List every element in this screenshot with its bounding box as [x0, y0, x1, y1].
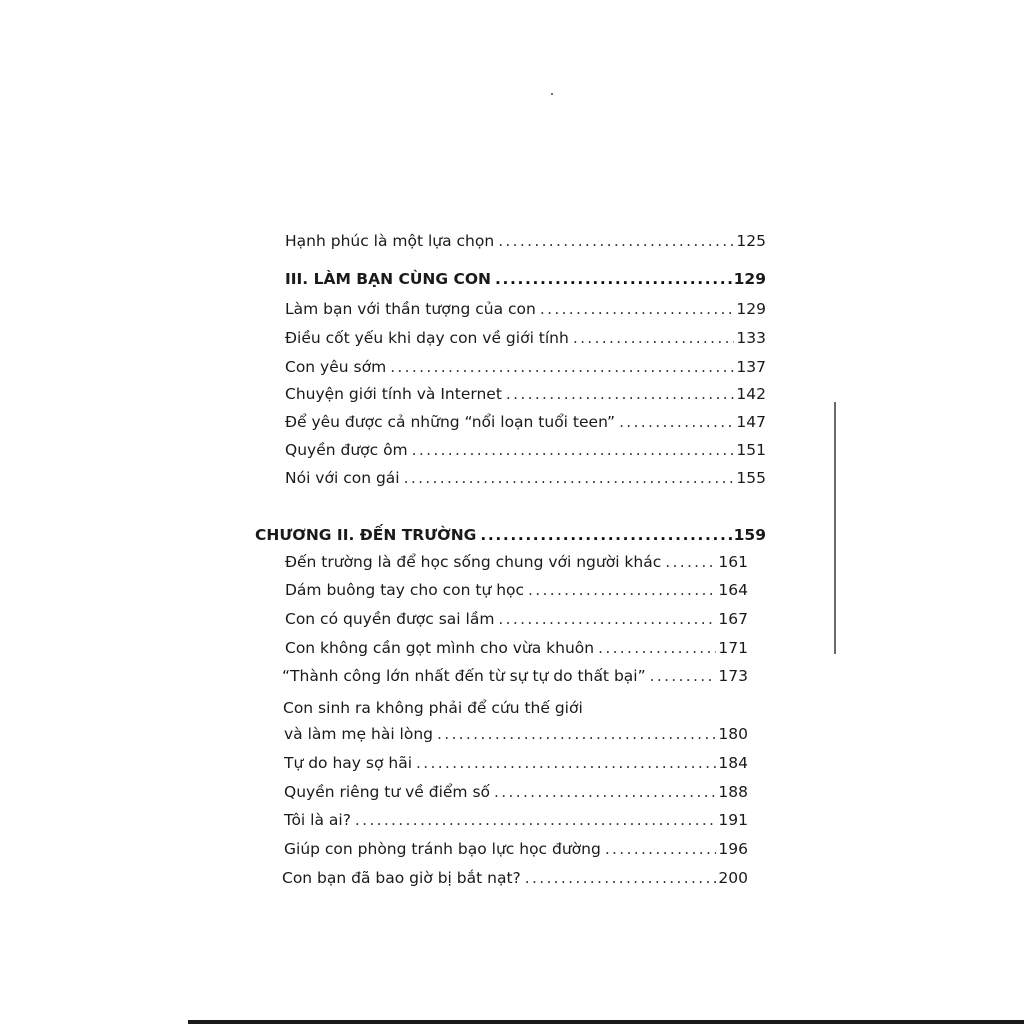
toc-entry-page: 180	[718, 725, 748, 743]
toc-entry	[284, 808, 748, 832]
toc-entry-title: III. LÀM BẠN CÙNG CON	[285, 270, 492, 288]
toc-entry	[285, 607, 748, 631]
toc-entry-title: Con yêu sớm	[285, 358, 387, 376]
toc-entry-title: Nói với con gái	[285, 469, 400, 487]
toc-entry-page: 159	[733, 526, 766, 544]
toc-entry-page: 171	[718, 639, 748, 657]
toc-entry	[285, 355, 766, 379]
toc-entry	[285, 326, 766, 350]
toc-entry-page: 184	[718, 754, 748, 772]
toc-entry-page: 164	[718, 581, 748, 599]
dot-leader	[495, 267, 732, 291]
toc-entry-page: 147	[736, 413, 766, 431]
toc-entry-title: Hạnh phúc là một lựa chọn	[285, 232, 495, 250]
toc-entry-page: 155	[736, 469, 766, 487]
dot-leader	[480, 523, 731, 547]
toc-entry	[285, 229, 766, 253]
toc-entry-page: 200	[718, 869, 748, 887]
toc-entry-page: 191	[718, 811, 748, 829]
dot-leader	[605, 837, 717, 861]
dot-leader	[650, 664, 717, 688]
toc-entry	[284, 722, 748, 746]
toc-entry	[285, 438, 766, 462]
toc-entry-page: 188	[718, 783, 748, 801]
toc-entry-title: Điều cốt yếu khi dạy con về giới tính	[285, 329, 569, 347]
toc-entry-page: 137	[736, 358, 766, 376]
toc-entry	[282, 866, 748, 890]
toc-entry	[284, 780, 748, 804]
toc-entry	[285, 636, 748, 660]
toc-entry	[285, 382, 766, 406]
dot-leader	[498, 229, 734, 253]
toc-entry-page: 173	[718, 667, 748, 685]
toc-entry-title: Đến trường là để học sống chung với người khác	[285, 553, 662, 571]
toc-entry-title: Con có quyền được sai lầm	[285, 610, 495, 628]
dot-leader	[416, 751, 716, 775]
toc-section-heading	[285, 267, 766, 291]
toc-entry-page: 129	[733, 270, 766, 288]
toc-entry	[285, 410, 766, 434]
dot-leader	[494, 780, 716, 804]
toc-entry-title: Để yêu được cả những “nổi loạn tuổi teen”	[285, 413, 616, 431]
toc-entry	[284, 837, 748, 861]
dot-leader	[573, 326, 735, 350]
toc-entry-page: 161	[718, 553, 748, 571]
toc-entry-title: Tự do hay sợ hãi	[284, 754, 413, 772]
toc-entry-title: “Thành công lớn nhất đến từ sự tự do thất bại”	[282, 667, 646, 685]
dot-leader	[598, 636, 716, 660]
toc-entry-title: Làm bạn với thần tượng của con	[285, 300, 536, 318]
toc-entry-page: 142	[736, 385, 766, 403]
dot-leader	[412, 438, 735, 462]
dot-leader	[540, 297, 735, 321]
toc-entry-title: CHƯƠNG II. ĐẾN TRƯỜNG	[255, 526, 477, 544]
dot-leader	[506, 382, 735, 406]
toc-entry-title: Con bạn đã bao giờ bị bắt nạt?	[282, 869, 521, 887]
toc-entry	[285, 578, 748, 602]
toc-entry-title: Chuyện giới tính và Internet	[285, 385, 502, 403]
toc-chapter-heading	[255, 523, 766, 547]
toc-entry	[282, 664, 748, 688]
toc-entry-title: Con sinh ra không phải để cứu thế giới	[283, 699, 583, 717]
toc-entry-title: Con không cần gọt mình cho vừa khuôn	[285, 639, 595, 657]
toc-entry-title: Dám buông tay cho con tự học	[285, 581, 525, 599]
toc-entry-page: 167	[718, 610, 748, 628]
toc-entry-continued	[283, 696, 749, 720]
toc-entry-title: và làm mẹ hài lòng	[284, 725, 433, 743]
toc-entry-title: Tôi là ai?	[284, 811, 351, 829]
toc-entry-page: 133	[736, 329, 766, 347]
toc-entry-page: 196	[718, 840, 748, 858]
dot-leader	[390, 355, 734, 379]
dot-leader	[619, 410, 734, 434]
dot-leader	[404, 466, 735, 490]
dot-leader	[498, 607, 716, 631]
toc-entry	[285, 550, 748, 574]
toc-entry-page: 129	[736, 300, 766, 318]
toc-entry	[285, 466, 766, 490]
toc-entry-title: Quyền được ôm	[285, 441, 408, 459]
toc-entry-page: 151	[736, 441, 766, 459]
dot-leader	[665, 550, 716, 574]
toc-entry-title: Quyền riêng tư về điểm số	[284, 783, 491, 801]
toc-entry	[285, 297, 766, 321]
dot-leader	[355, 808, 716, 832]
toc-entry-page: 125	[736, 232, 766, 250]
dot-leader	[525, 866, 717, 890]
dot-leader	[528, 578, 716, 602]
dot-leader	[437, 722, 716, 746]
toc-entry-title: Giúp con phòng tránh bạo lực học đường	[284, 840, 601, 858]
toc-entry	[284, 751, 748, 775]
